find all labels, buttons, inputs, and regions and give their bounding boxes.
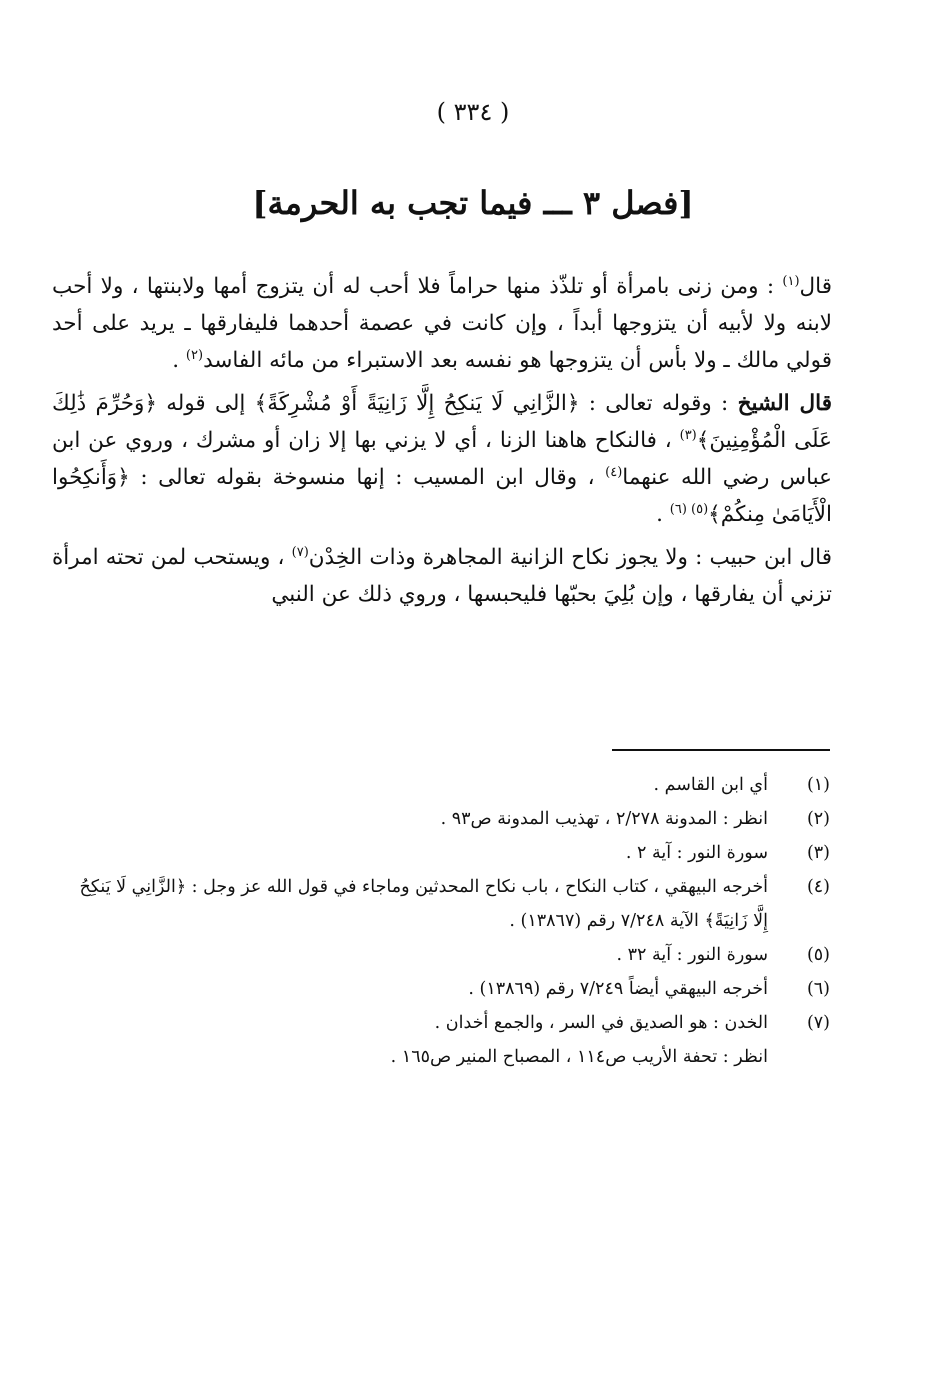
paragraph-1-text: : ومن زنى بامرأة أو تلذّذ منها حراماً فلا أحب له أن يتزوج أمها ولابنتها ، ولا أحب لابنه ولا لأبيه أن يتزوجها أبداً ، وإن كانت في عصمة أحدهما فليفارقها ـ يريد على أحد قولي مالك ـ ولا بأس أن يتزوجها هو نفسه بعد الاستبراء من مائه الفاسد: [52, 274, 832, 373]
paragraph-2-lead: قال الشيخ: [737, 391, 833, 416]
body-text: [52, 268, 832, 619]
paragraph-2-text: : وقوله تعالى : ﴿الزَّانِي لَا يَنكِحُ إِلَّا زَانِيَةً أَوْ مُشْرِكَةً﴾ إلى قوله ﴿وَحُرِّمَ ذَٰلِكَ عَلَى الْمُؤْمِنِينَ﴾: [52, 391, 832, 453]
paragraph-1-end: .: [172, 348, 186, 373]
footnote-ref-4[interactable]: (٤): [605, 464, 623, 480]
chapter-title: [فصل ٣ ـــ فيما تجب به الحرمة]: [252, 184, 694, 222]
paragraph-3-text-2: ، ويستحب لمن تحته امرأة تزني أن يفارقها ، وإن بُلِيَ بحبّها فليحبسها ، وروي ذلك عن النبي: [52, 545, 832, 607]
footnote-divider: [612, 749, 830, 751]
footnotes: [60, 768, 830, 1074]
paragraph-2-text-3: ، وقال ابن المسيب : إنها منسوخة بقوله تعالى : ﴿وَأَنكِحُوا الْأَيَامَىٰ مِنكُمْ﴾: [52, 465, 832, 527]
footnote-number: (١): [806, 775, 830, 795]
footnote-text: انظر : المدونة ٢/٢٧٨ ، تهذيب المدونة ص٩٣ .: [440, 809, 768, 829]
footnote-number: (٦): [806, 979, 830, 999]
footnote-number: (٢): [806, 809, 830, 829]
footnote-7: [60, 1006, 830, 1040]
paragraph-2: [52, 385, 832, 533]
footnote-number: (٣): [806, 843, 830, 863]
footnote-number: (٥): [806, 945, 830, 965]
paragraph-1: [52, 268, 832, 379]
footnote-6: [60, 972, 830, 1006]
footnote-ref-1[interactable]: (١): [782, 273, 800, 289]
footnote-3: [60, 836, 830, 870]
footnote-text: أخرجه البيهقي ، كتاب النكاح ، باب نكاح المحدثين وماجاء في قول الله عز وجل : ﴿الزَّانِي لَا يَنكِحُ إِلَّا زَانِيَةً﴾ الآية ٧/٢٤٨ رقم (١٣٨٦٧) .: [79, 877, 768, 931]
footnote-number: (٧): [806, 1013, 830, 1033]
footnote-4: [60, 870, 830, 938]
footnote-ref-2[interactable]: (٢): [185, 347, 204, 363]
paragraph-1-lead: قال: [799, 274, 832, 299]
footnote-2: [60, 802, 830, 836]
footnote-7-continuation: انظر : تحفة الأريب ص١١٤ ، المصباح المنير ص١٦٥ .: [390, 1047, 768, 1067]
footnote-text: أخرجه البيهقي أيضاً ٧/٢٤٩ رقم (١٣٨٦٩) .: [468, 979, 768, 999]
footnote-ref-3[interactable]: (٣): [679, 427, 697, 443]
paragraph-2-end: .: [656, 502, 670, 527]
footnote-ref-5-6[interactable]: (٥) (٦): [669, 501, 709, 517]
footnote-5: [60, 938, 830, 972]
paragraph-3-text: : ولا يجوز نكاح الزانية المجاهرة وذات الخِدْن: [308, 545, 710, 570]
footnote-ref-7[interactable]: (٧): [291, 544, 309, 560]
paragraph-2-text-2: ، فالنكاح هاهنا الزنا ، أي لا يزني بها إلا زان أو مشرك ، وروي عن ابن عباس رضي الله عنهما: [52, 428, 832, 490]
footnote-text: الخدن : هو الصديق في السر ، والجمع أخدان .: [434, 1013, 768, 1033]
footnote-text: أي ابن القاسم .: [653, 775, 768, 795]
footnote-1: [60, 768, 830, 802]
paragraph-3: [52, 539, 832, 613]
paragraph-3-lead: قال ابن حبيب: [709, 545, 832, 570]
footnote-number: (٤): [806, 877, 830, 897]
page-number: ( ٣٣٤ ): [436, 98, 510, 126]
footnote-text: سورة النور : آية ٢ .: [625, 843, 768, 863]
footnote-text: سورة النور : آية ٣٢ .: [616, 945, 768, 965]
